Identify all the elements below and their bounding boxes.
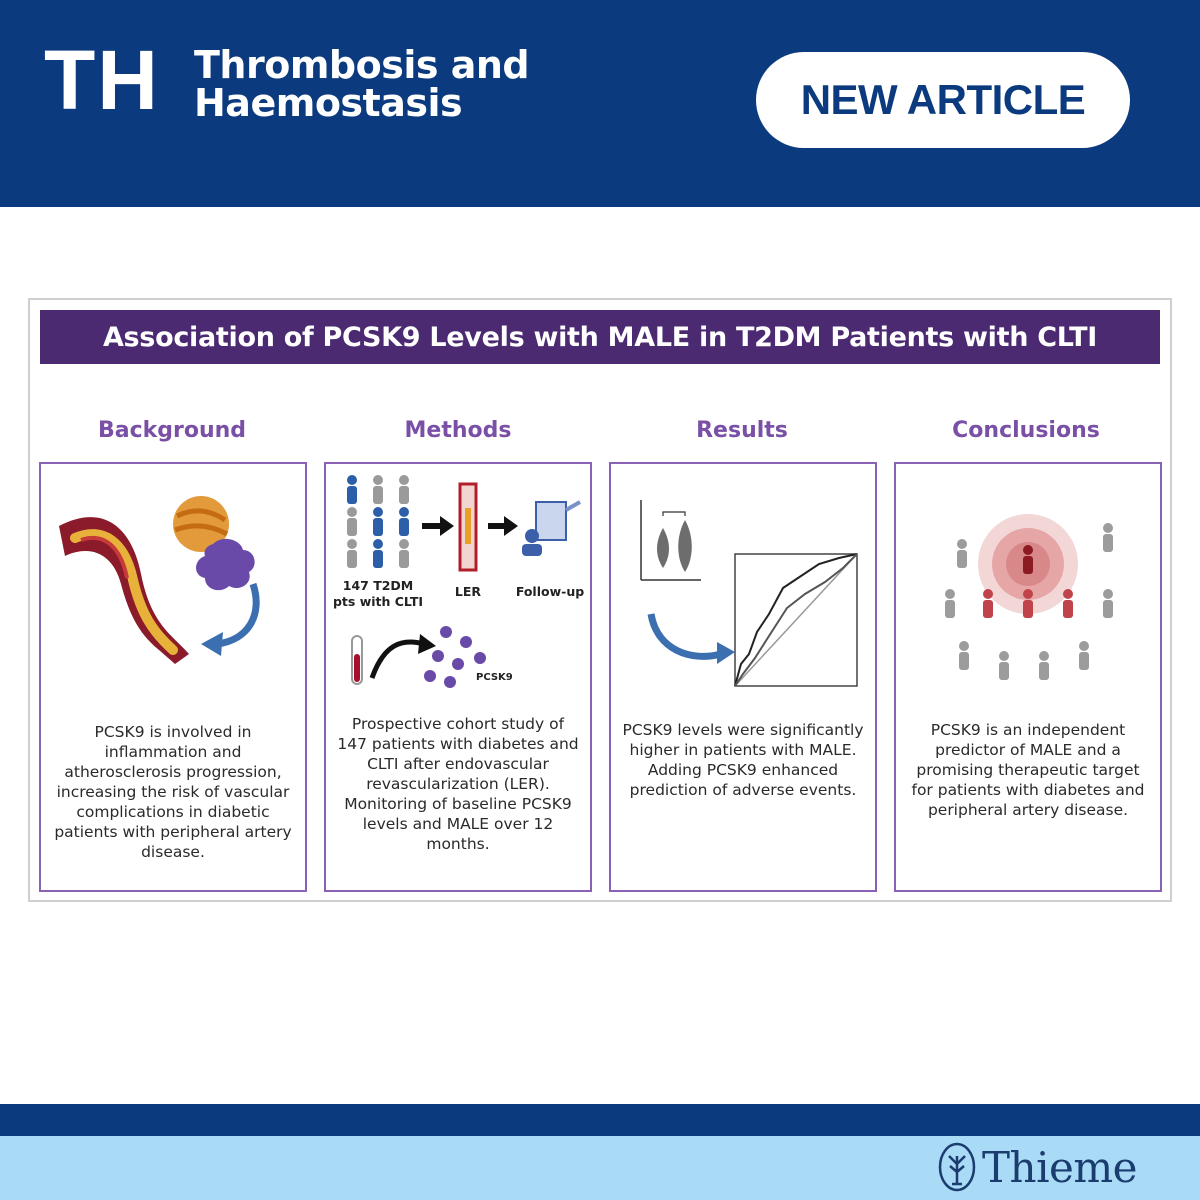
graphical-abstract [28, 298, 1172, 902]
cohort-label: 147 T2DM [342, 578, 414, 593]
results-chart-icon [611, 464, 875, 704]
tree-logo-icon [938, 1142, 976, 1192]
cohort-label-2: pts with CLTI [332, 594, 424, 609]
results-text: PCSK9 levels were significantly higher in patients with MALE. Adding PCSK9 enhanced prediction of adverse events. [622, 721, 864, 799]
footer-bar [0, 1104, 1200, 1136]
background-heading: Background [97, 418, 247, 443]
methods-panel [324, 462, 592, 892]
methods-heading: Methods [404, 418, 512, 443]
results-panel [609, 462, 877, 892]
new-article-badge: NEW ARTICLE [756, 52, 1130, 148]
pcsk9-label: PCSK9 [476, 672, 513, 683]
abstract-title: Association of PCSK9 Levels with MALE in T2DM Patients with CLTI [40, 310, 1160, 364]
journal-name-line2: Haemostasis [194, 81, 463, 125]
conclusions-heading: Conclusions [952, 418, 1100, 443]
followup-label: Follow-up [515, 584, 585, 599]
publisher-name: Thieme [982, 1142, 1138, 1192]
conclusions-illustration-icon [896, 464, 1160, 704]
conclusions-text: PCSK9 is an independent predictor of MALE and a promising therapeutic target for patients with diabetes and peripheral artery disease. [911, 721, 1145, 819]
patient-group-icon [347, 475, 409, 568]
methods-illustration-icon [326, 464, 590, 704]
results-heading: Results [696, 418, 788, 443]
conclusions-panel [894, 462, 1162, 892]
journal-logo-abbr: TH [44, 33, 160, 127]
methods-text: Prospective cohort study of 147 patients with diabetes and CLTI after endovascular revascularization (LER). Monitoring of baseline PCSK9 levels and MALE over 12 months. [337, 715, 579, 853]
publisher-logo [938, 1141, 1137, 1193]
background-text: PCSK9 is involved in inflammation and atherosclerosis progression, increasing the risk of vascular complications in diabetic patients with peripheral artery disease. [54, 723, 292, 861]
background-panel [39, 462, 307, 892]
header-banner [0, 0, 1200, 207]
ler-label: LER [454, 584, 482, 599]
journal-name-line1: Thrombosis and [194, 43, 530, 87]
journal-name [194, 43, 530, 125]
artery-illustration-icon [41, 464, 305, 704]
